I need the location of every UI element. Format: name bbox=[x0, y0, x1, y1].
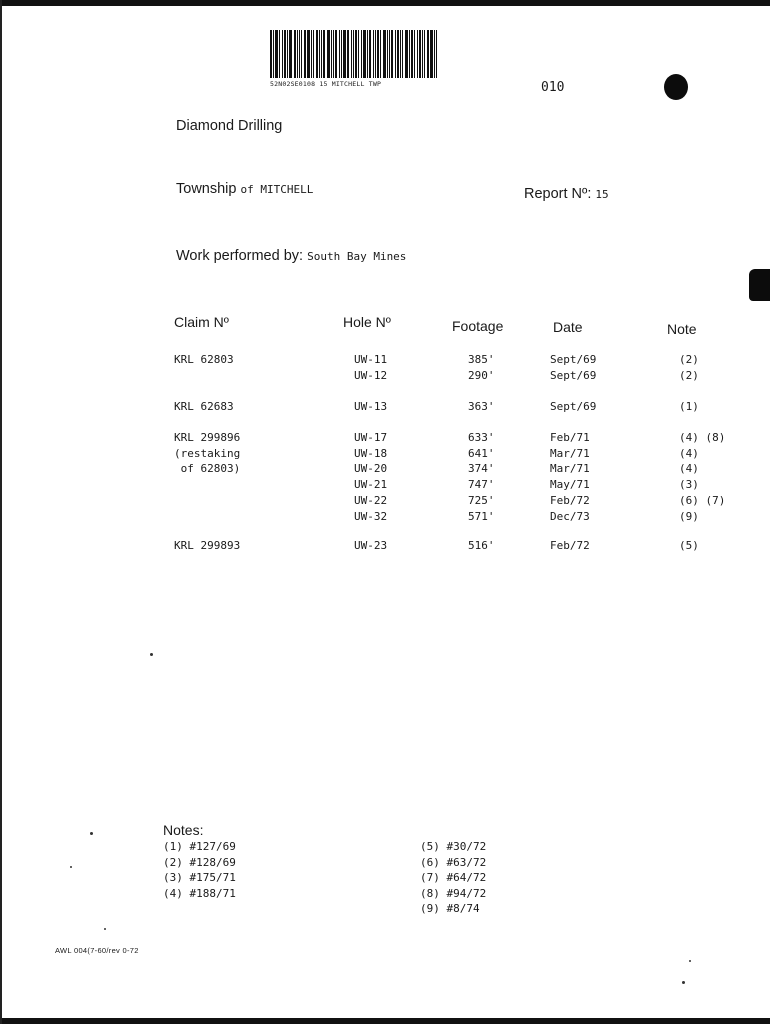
hole-cell: UW-13 bbox=[354, 400, 388, 413]
barcode-bar bbox=[387, 30, 388, 78]
footage-cell: 385' bbox=[468, 353, 495, 366]
hole-cell-group bbox=[354, 399, 387, 415]
barcode-bar bbox=[409, 30, 410, 78]
form-code: AWL 004(7-60/rev 0-72 bbox=[55, 946, 139, 955]
barcode-bar bbox=[287, 30, 288, 78]
barcode-bar bbox=[430, 30, 433, 78]
date-cell-group bbox=[550, 538, 590, 554]
report-label: Report Nº: bbox=[524, 186, 592, 202]
note-cell: (9) bbox=[679, 509, 699, 523]
barcode-bar bbox=[321, 30, 322, 78]
note-reference: (4) #188/71 bbox=[163, 886, 236, 900]
barcode-bar bbox=[383, 30, 386, 78]
footage-cell-group bbox=[468, 352, 495, 383]
barcode-bar bbox=[311, 30, 312, 78]
hole-cell: UW-32 bbox=[354, 509, 388, 523]
barcode-bar bbox=[335, 30, 337, 78]
barcode-bar bbox=[323, 30, 325, 78]
date-cell: May/71 bbox=[550, 478, 590, 492]
note-cell: (1) bbox=[679, 400, 699, 413]
barcode-bar bbox=[331, 30, 332, 78]
footage-cell: 571' bbox=[468, 509, 495, 523]
barcode-bar bbox=[282, 30, 283, 78]
barcode-bar bbox=[391, 30, 393, 78]
date-cell: Mar/71 bbox=[550, 446, 590, 460]
scan-speck bbox=[70, 866, 72, 868]
barcode-bar bbox=[333, 30, 334, 78]
claim-cell-group bbox=[174, 399, 234, 415]
barcode-bar bbox=[373, 30, 374, 78]
barcode-bar bbox=[341, 30, 342, 78]
barcode-bar bbox=[395, 30, 396, 78]
barcode-bar bbox=[405, 30, 408, 78]
barcode-bar bbox=[304, 30, 306, 78]
work-performed-value: South Bay Mines bbox=[307, 250, 407, 263]
date-cell: Mar/71 bbox=[550, 462, 590, 476]
notes-title: Notes: bbox=[163, 822, 204, 838]
edge-ink-mark bbox=[749, 269, 770, 301]
barcode-bar bbox=[411, 30, 413, 78]
scan-speck bbox=[90, 832, 93, 835]
note-cell: (6) (7) bbox=[679, 493, 726, 507]
barcode-bar bbox=[307, 30, 310, 78]
note-reference: (7) #64/72 bbox=[420, 871, 487, 884]
hole-cell: UW-22 bbox=[354, 493, 388, 507]
claim-cell: KRL 299893 bbox=[174, 539, 241, 552]
note-cell: (4) bbox=[679, 446, 699, 460]
note-cell: (3) bbox=[679, 478, 699, 492]
note-cell-group bbox=[679, 538, 699, 554]
barcode-bar bbox=[273, 30, 274, 78]
date-cell: Sept/69 bbox=[550, 400, 597, 413]
work-performed-line bbox=[176, 248, 406, 264]
note-reference: (2) #128/69 bbox=[163, 855, 236, 869]
footage-cell: 363' bbox=[468, 400, 495, 413]
barcode-bar bbox=[355, 30, 357, 78]
barcode-bar bbox=[380, 30, 381, 78]
township-line bbox=[176, 181, 313, 197]
claim-cell: (restaking bbox=[174, 446, 241, 460]
barcode-bar bbox=[284, 30, 286, 78]
footage-cell: 747' bbox=[468, 478, 495, 492]
township-value: of MITCHELL bbox=[240, 183, 314, 196]
date-cell-group bbox=[550, 430, 590, 524]
hole-cell: UW-17 bbox=[354, 431, 388, 444]
barcode-bar bbox=[389, 30, 390, 78]
note-column-header: Note bbox=[667, 321, 697, 337]
claim-cell: KRL 62803 bbox=[174, 353, 234, 366]
barcode-bar bbox=[294, 30, 296, 78]
hole-cell: UW-21 bbox=[354, 478, 388, 492]
barcode-bar bbox=[367, 30, 368, 78]
footage-cell: 290' bbox=[468, 368, 495, 382]
barcode-bar bbox=[427, 30, 429, 78]
claim-cell-group bbox=[174, 538, 240, 554]
barcode-bar bbox=[313, 30, 314, 78]
barcode-bar bbox=[299, 30, 300, 78]
barcode-bar bbox=[414, 30, 415, 78]
hole-cell-group bbox=[354, 352, 387, 383]
barcode-bar bbox=[363, 30, 366, 78]
barcode-bar bbox=[316, 30, 318, 78]
notes-left-column bbox=[163, 839, 236, 901]
note-cell: (4) bbox=[679, 462, 699, 476]
barcode-bar bbox=[327, 30, 330, 78]
claim-cell-group bbox=[174, 430, 240, 477]
barcode-bar bbox=[297, 30, 298, 78]
claim-cell: KRL 62683 bbox=[174, 400, 234, 413]
report-line bbox=[524, 186, 609, 202]
township-label: Township bbox=[176, 181, 237, 197]
barcode-bar bbox=[301, 30, 302, 78]
barcode-bar bbox=[377, 30, 379, 78]
scan-speck bbox=[689, 960, 691, 962]
note-cell-group bbox=[679, 399, 699, 415]
hole-cell: UW-12 bbox=[354, 368, 388, 382]
barcode-bar bbox=[424, 30, 425, 78]
barcode-bar bbox=[400, 30, 401, 78]
hole-cell-group bbox=[354, 538, 387, 554]
barcode-bar bbox=[275, 30, 278, 78]
date-cell: Sept/69 bbox=[550, 353, 597, 366]
report-value: 15 bbox=[595, 188, 609, 201]
hole-punch-mark bbox=[664, 74, 688, 100]
footage-cell-group bbox=[468, 399, 495, 415]
barcode-bar bbox=[369, 30, 371, 78]
hole-cell: UW-23 bbox=[354, 539, 388, 552]
footage-cell: 725' bbox=[468, 493, 495, 507]
date-column-header: Date bbox=[553, 319, 583, 335]
barcode-bar bbox=[422, 30, 423, 78]
note-reference: (9) #8/74 bbox=[420, 902, 480, 915]
barcode bbox=[270, 30, 486, 78]
barcode-bar bbox=[436, 30, 437, 78]
scan-speck bbox=[150, 653, 153, 656]
barcode-bar bbox=[351, 30, 352, 78]
claim-column-header: Claim Nº bbox=[174, 314, 229, 330]
note-reference: (5) #30/72 bbox=[420, 840, 487, 853]
note-cell: (4) (8) bbox=[679, 431, 726, 444]
barcode-bar bbox=[343, 30, 346, 78]
hole-cell: UW-18 bbox=[354, 446, 388, 460]
date-cell: Feb/71 bbox=[550, 431, 590, 444]
claim-cell: KRL 299896 bbox=[174, 431, 241, 444]
hole-cell-group bbox=[354, 430, 387, 524]
barcode-bar bbox=[434, 30, 435, 78]
date-cell: Feb/72 bbox=[550, 539, 590, 552]
date-cell: Dec/73 bbox=[550, 509, 590, 523]
note-cell: (5) bbox=[679, 539, 699, 552]
date-cell-group bbox=[550, 399, 596, 415]
barcode-bar bbox=[361, 30, 362, 78]
barcode-bar bbox=[270, 30, 272, 78]
barcode-caption: 52N02SE0108 15 MITCHELL TWP bbox=[270, 80, 382, 88]
footage-cell: 633' bbox=[468, 431, 495, 444]
left-scan-edge bbox=[0, 0, 2, 1024]
scan-speck bbox=[104, 928, 106, 930]
note-reference: (8) #94/72 bbox=[420, 886, 487, 900]
barcode-bar bbox=[397, 30, 399, 78]
footage-column-header: Footage bbox=[452, 318, 504, 334]
note-cell: (2) bbox=[679, 353, 699, 366]
barcode-bar bbox=[419, 30, 421, 78]
footage-cell: 374' bbox=[468, 462, 495, 476]
footage-cell: 516' bbox=[468, 539, 495, 552]
barcode-bar bbox=[347, 30, 349, 78]
hole-cell: UW-20 bbox=[354, 462, 388, 476]
bottom-scan-border bbox=[0, 1018, 770, 1024]
date-cell: Feb/72 bbox=[550, 493, 590, 507]
date-cell-group bbox=[550, 352, 596, 383]
footage-cell: 641' bbox=[468, 446, 495, 460]
scan-speck bbox=[682, 981, 685, 984]
footage-cell-group bbox=[468, 538, 495, 554]
work-performed-label: Work performed by: bbox=[176, 248, 304, 264]
barcode-bar bbox=[417, 30, 418, 78]
date-cell: Sept/69 bbox=[550, 368, 597, 382]
hole-column-header: Hole Nº bbox=[343, 314, 391, 330]
barcode-bar bbox=[319, 30, 320, 78]
footage-cell-group bbox=[468, 430, 495, 524]
note-cell-group bbox=[679, 430, 725, 524]
barcode-bar bbox=[339, 30, 340, 78]
claim-cell-group bbox=[174, 352, 234, 368]
top-scan-border bbox=[0, 0, 770, 6]
note-cell-group bbox=[679, 352, 699, 383]
note-reference: (3) #175/71 bbox=[163, 871, 236, 884]
notes-right-column bbox=[420, 839, 486, 917]
note-reference: (1) #127/69 bbox=[163, 840, 236, 853]
barcode-bar bbox=[289, 30, 292, 78]
document-number: 010 bbox=[541, 80, 565, 95]
barcode-bar bbox=[375, 30, 376, 78]
barcode-bar bbox=[279, 30, 280, 78]
form-title: Diamond Drilling bbox=[176, 118, 283, 134]
hole-cell: UW-11 bbox=[354, 353, 388, 366]
barcode-bar bbox=[402, 30, 403, 78]
note-reference: (6) #63/72 bbox=[420, 855, 487, 869]
barcode-bar bbox=[358, 30, 359, 78]
claim-cell: of 62803) bbox=[174, 462, 241, 476]
barcode-bar bbox=[353, 30, 354, 78]
note-cell: (2) bbox=[679, 368, 699, 382]
